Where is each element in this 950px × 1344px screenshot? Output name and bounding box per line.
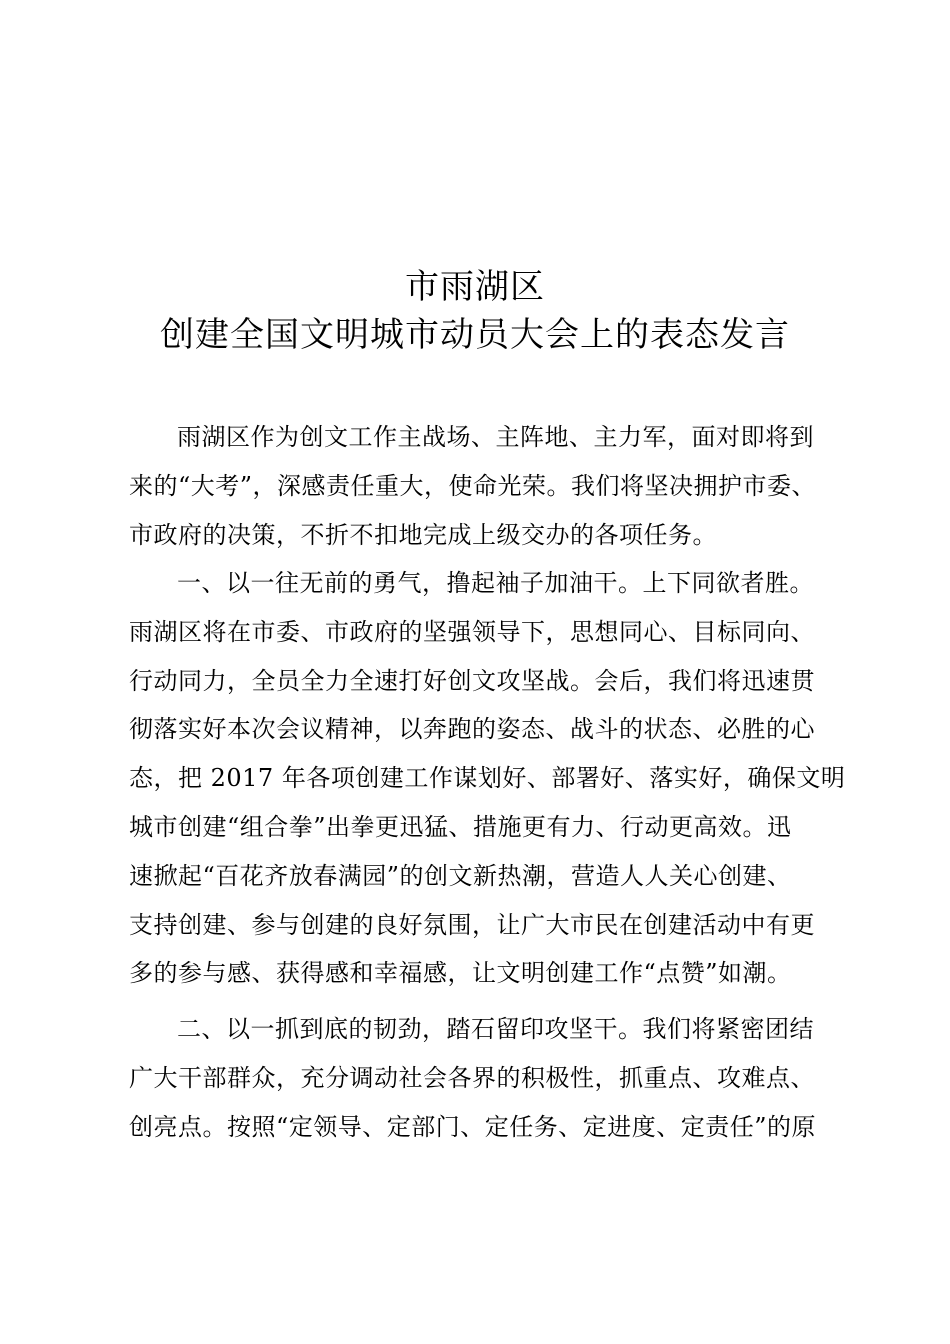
paragraph-line: 支持创建、参与创建的良好氛围，让广大市民在创建活动中有更 [129,910,815,939]
paragraph-line: 城市创建“组合拳”出拳更迅猛、措施更有力、行动更高效。迅 [129,812,792,841]
paragraph-line: 行动同力，全员全力全速打好创文攻坚战。会后，我们将迅速贯 [129,666,815,695]
paragraph-line: 创亮点。按照“定领导、定部门、定任务、定进度、定责任”的原 [129,1112,817,1141]
paragraph-line: 雨湖区作为创文工作主战场、主阵地、主力军，面对即将到 [177,423,814,451]
paragraph-line: 彻落实好本次会议精神，以奔跑的姿态、战斗的状态、必胜的心 [129,715,815,744]
paragraph-1 [129,413,829,559]
paragraph-2 [129,559,846,998]
paragraph-line: 态，把 2017 年各项创建工作谋划好、部署好、落实好，确保文明 [129,764,846,793]
document-title-line-2: 创建全国文明城市动员大会上的表态发言 [160,315,790,355]
paragraph-3 [129,1005,829,1151]
paragraph-line: 二、以一抓到底的韧劲，踏石留印攻坚干。我们将紧密团结 [177,1015,814,1043]
paragraph-line: 速掀起“百花齐放春满园”的创文新热潮，营造人人关心创建、 [129,861,792,890]
paragraph-line: 市政府的决策，不折不扣地完成上级交办的各项任务。 [129,520,717,549]
document-title-line-1: 市雨湖区 [405,267,545,307]
paragraph-line: 雨湖区将在市委、市政府的坚强领导下，思想同心、目标同向、 [129,617,815,646]
paragraph-line: 多的参与感、获得感和幸福感，让文明创建工作“点赞”如潮。 [129,959,792,988]
paragraph-line: 来的“大考”，深感责任重大，使命光荣。我们将坚决拥护市委、 [129,471,817,500]
paragraph-line: 一、以一往无前的勇气，撸起袖子加油干。上下同欲者胜。 [177,569,814,597]
paragraph-line: 广大干部群众，充分调动社会各界的积极性，抓重点、攻难点、 [129,1063,815,1092]
